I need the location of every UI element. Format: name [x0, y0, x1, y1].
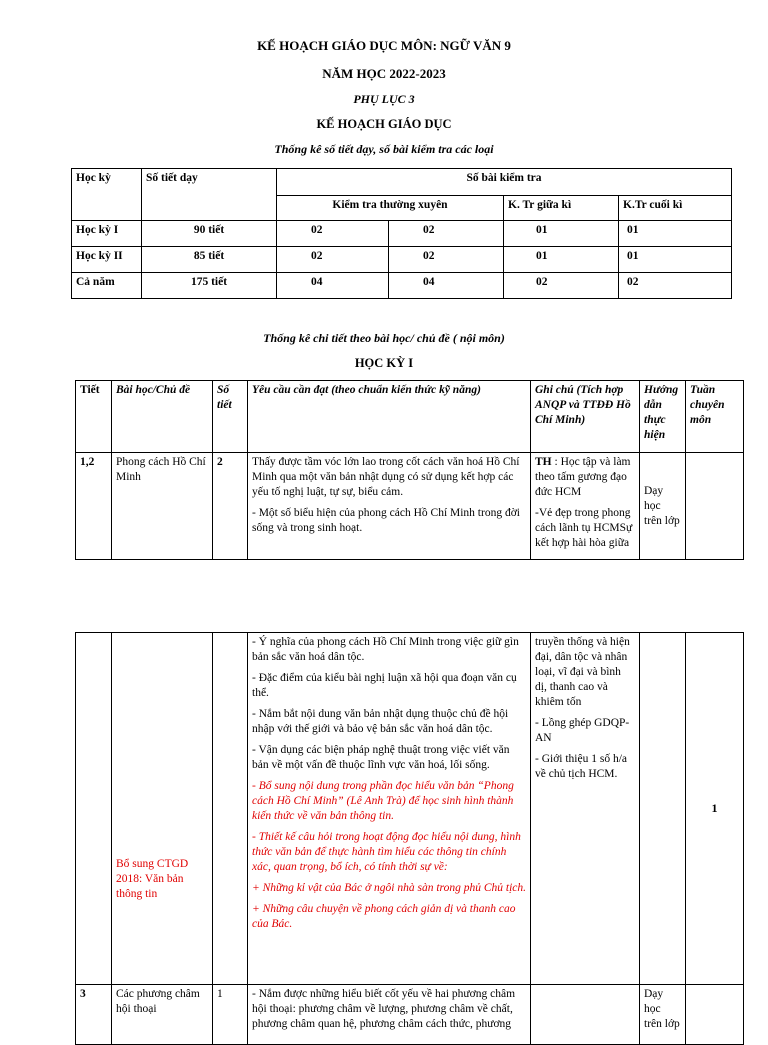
row-note [531, 453, 640, 560]
detail-header-count: Số tiết [213, 381, 248, 453]
summary-regular-2: 02 [389, 221, 504, 247]
summary-regular-2: 04 [389, 273, 504, 299]
row-period [76, 633, 112, 985]
summary-header-term: Học kỳ [72, 169, 142, 221]
row-requirements: - Nắm được những hiểu biết cốt yếu về hai phương châm hội thoại: phương châm về lượng, phương châm về chất, phương châm quan hệ, phương châm cách thức, phương [248, 985, 531, 1045]
school-year: NĂM HỌC 2022-2023 [322, 66, 446, 81]
requirement-text: - Một số biểu hiện của phong cách Hồ Chí Minh trong đời sống và trong sinh hoạt. [252, 507, 520, 534]
summary-final: 02 [619, 273, 732, 299]
summary-header-regular: Kiểm tra thường xuyên [277, 196, 504, 221]
summary-final: 01 [619, 247, 732, 273]
summary-periods: 175 tiết [142, 273, 277, 299]
detail-header-guide: Hướng dẫn thực hiện [640, 381, 686, 453]
stats-caption: Thống kê số tiết dạy, số bài kiểm tra các loại [274, 142, 494, 156]
detail-row [76, 985, 744, 1045]
detail-header-period: Tiết [76, 381, 112, 453]
summary-row [72, 273, 732, 299]
summary-header-mid: K. Tr giữa kì [504, 196, 619, 221]
document-title: KẾ HOẠCH GIÁO DỤC MÔN: NGỮ VĂN 9 [257, 38, 511, 53]
summary-term: Học kỳ II [72, 247, 142, 273]
row-count: 1 [213, 985, 248, 1045]
summary-table [71, 168, 732, 299]
summary-mid: 01 [504, 221, 619, 247]
row-count: 2 [213, 453, 248, 560]
row-count [213, 633, 248, 985]
detail-header-lesson: Bài học/Chủ đề [112, 381, 213, 453]
summary-mid: 02 [504, 273, 619, 299]
detail-row [76, 633, 744, 985]
summary-term: Cả năm [72, 273, 142, 299]
summary-row [72, 247, 732, 273]
detail-header-week: Tuần chuyên môn [686, 381, 744, 453]
summary-header-periods: Số tiết dạy [142, 169, 277, 221]
row-lesson: Phong cách Hồ Chí Minh [112, 453, 213, 560]
note-text: truyền thống và hiện đại, dân tộc và nhân loại, vĩ đại và bình dị, thanh cao và khiêm tốn [535, 636, 630, 708]
row-week: 1 [686, 633, 744, 985]
row-week [686, 985, 744, 1045]
detail-row [76, 453, 744, 560]
row-requirements [248, 453, 531, 560]
plan-heading: KẾ HOẠCH GIÁO DỤC [316, 117, 452, 131]
semester-heading: HỌC KỲ I [354, 356, 414, 370]
note-tag: TH [535, 456, 552, 468]
summary-regular-1: 02 [277, 221, 389, 247]
row-guide [640, 633, 686, 985]
summary-periods: 85 tiết [142, 247, 277, 273]
row-note [531, 985, 640, 1045]
detail-table-continued [75, 632, 744, 1045]
detail-header-note: Ghi chú (Tích hợp ANQP và TTĐĐ Hồ Chí Minh) [531, 381, 640, 453]
summary-periods: 90 tiết [142, 221, 277, 247]
note-text-body: : Học tập và làm theo tấm gương đạo đức HCM [535, 456, 631, 498]
requirement-text: - Ý nghĩa của phong cách Hồ Chí Minh trong việc giữ gìn bản sắc văn hoá dân tộc. [252, 636, 519, 663]
requirement-supplement: - Thiết kế câu hỏi trong hoạt động đọc hiểu nội dung, hình thức văn bản để thực hành tìm hiểu các thông tin chính xác, quan trọng, bổ ích, có tính thời sự về: [252, 831, 521, 873]
note-text [535, 455, 635, 500]
requirement-text: Thấy được tầm vóc lớn lao trong cốt cách văn hoá Hồ Chí Minh qua một văn bản nhật dụng có sử dụng kết hợp các yếu tố nghị luật, tự sự, biểu cảm. [252, 456, 520, 498]
note-text: - Lồng ghép GDQP-AN [535, 717, 630, 744]
lesson-supplement: Bổ sung CTGD 2018: Văn bản thông tin [116, 858, 189, 900]
row-requirements [248, 633, 531, 985]
note-text: -Vẻ đẹp trong phong cách lãnh tụ HCMSự kết hợp hài hòa giữa [535, 507, 633, 549]
summary-final: 01 [619, 221, 732, 247]
detail-header-requirement: Yêu cầu cần đạt (theo chuẩn kiến thức kỹ năng) [248, 381, 531, 453]
requirement-text: - Vận dụng các biện pháp nghệ thuật trong việc viết văn bản về một vấn đề thuộc lĩnh vực văn hoá, lối sống. [252, 744, 510, 771]
summary-header-final: K.Tr cuối kì [619, 196, 732, 221]
summary-header-tests: Số bài kiểm tra [277, 169, 732, 196]
requirement-text: - Đặc điểm của kiểu bài nghị luận xã hội qua đoạn văn cụ thể. [252, 672, 517, 699]
appendix-label: PHỤ LỤC 3 [353, 92, 415, 106]
detail-table [75, 380, 744, 560]
requirement-text: - Nắm bắt nội dung văn bản nhật dụng thuộc chủ đề hội nhập với thế giới và bảo vệ bản sắc văn hoá dân tộc. [252, 708, 509, 735]
summary-row [72, 221, 732, 247]
row-week [686, 453, 744, 560]
row-lesson: Các phương châm hội thoại [112, 985, 213, 1045]
row-guide: Dạy học trên lớp [640, 985, 686, 1045]
row-guide: Dạy học trên lớp [640, 453, 686, 560]
requirement-supplement: + Những câu chuyện về phong cách giản dị và thanh cao của Bác. [252, 903, 516, 930]
detail-caption: Thống kê chi tiết theo bài học/ chủ đề ( nội môn) [263, 331, 505, 345]
requirement-supplement: - Bổ sung nội dung trong phần đọc hiểu văn bản “Phong cách Hồ Chí Minh” (Lê Anh Trà) để học sinh hình thành kiến thức về văn bản thông tin. [252, 780, 514, 822]
row-lesson [112, 633, 213, 985]
row-period: 3 [76, 985, 112, 1045]
summary-regular-1: 04 [277, 273, 389, 299]
row-period: 1,2 [76, 453, 112, 560]
summary-term: Học kỳ I [72, 221, 142, 247]
summary-mid: 01 [504, 247, 619, 273]
summary-regular-2: 02 [389, 247, 504, 273]
requirement-supplement: + Những kỉ vật của Bác ở ngôi nhà sàn trong phủ Chủ tịch. [252, 882, 527, 894]
row-note [531, 633, 640, 985]
note-text: - Giới thiệu 1 số h/a về chủ tịch HCM. [535, 753, 627, 780]
summary-regular-1: 02 [277, 247, 389, 273]
